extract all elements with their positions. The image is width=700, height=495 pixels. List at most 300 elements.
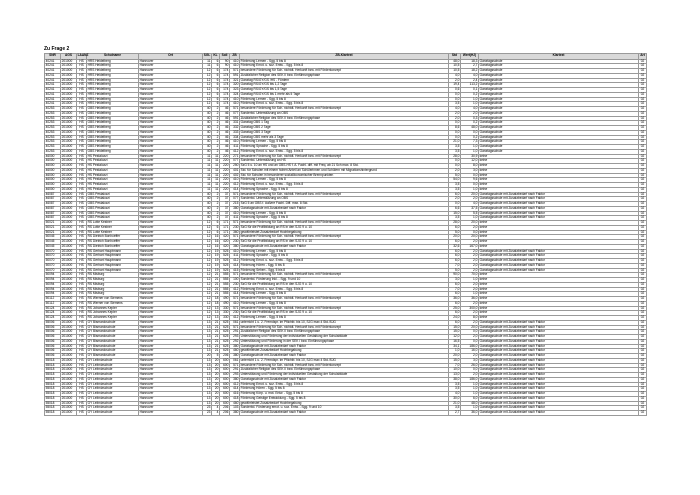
table-cell: 5,0 xyxy=(449,173,461,178)
table-cell: 3,5 xyxy=(449,406,461,411)
table-cell: besondere Förderung für Sch. nichtdt. Herkunft bzw. mit Förderkonzept xyxy=(240,107,449,112)
table-cell: 591 xyxy=(230,73,240,78)
table-cell: 061 xyxy=(230,320,240,325)
table-cell: 19 xyxy=(212,263,220,268)
table-cell: HS Pestalozzi xyxy=(87,173,139,178)
table-cell: 50070 xyxy=(45,268,61,273)
table-cell: 1,0 xyxy=(449,349,461,354)
table-cell: 40 xyxy=(203,111,212,116)
table-cell: HS xyxy=(77,240,87,245)
table-cell: Hannover xyxy=(139,73,203,78)
spreadsheet xyxy=(44,46,646,416)
table-cell: 02 xyxy=(639,168,647,173)
table-cell: HS xyxy=(77,107,87,112)
table-cell: 201000 xyxy=(61,259,77,264)
table-cell: RS Misburg xyxy=(87,292,139,297)
table-cell: Hannover xyxy=(139,330,203,335)
table-cell: 571 xyxy=(230,297,240,302)
table-cell: GY Leibnizschule xyxy=(87,368,139,373)
table-cell: keine xyxy=(479,240,639,245)
table-cell: 19 xyxy=(212,259,220,264)
table-cell: HS xyxy=(77,373,87,378)
table-cell: 24,0 xyxy=(449,316,461,321)
table-cell: 55006 xyxy=(45,335,61,340)
table-cell: Ganztagsschule mit Zusatzbedarf nach Faktor xyxy=(479,354,639,359)
table-cell: 50112 xyxy=(45,297,61,302)
table-cell: 490 xyxy=(220,301,230,306)
table-cell: 02 xyxy=(639,173,647,178)
table-cell: 2,0 xyxy=(449,111,461,116)
table-cell: 201000 xyxy=(61,102,77,107)
table-cell: 293 xyxy=(230,373,240,378)
table-cell: SzG für die Profilbildung an RS in den SJG 9 u. 10 xyxy=(240,240,449,245)
table-cell: 380 xyxy=(230,411,240,416)
table-cell: 201000 xyxy=(61,159,77,164)
table-cell: 0,0 xyxy=(449,121,461,126)
table-cell: Hannover xyxy=(139,273,203,278)
table-cell: 50094 xyxy=(45,282,61,287)
table-cell: 380 xyxy=(230,377,240,382)
table-cell: 6 xyxy=(212,88,220,93)
table-cell: 230 xyxy=(230,225,240,230)
table-cell: 02 xyxy=(639,335,647,340)
table-cell: 40241 xyxy=(45,97,61,102)
table-cell: Ganztagsschule xyxy=(479,92,639,97)
table-cell: Sonderbd. Unterstützung an OBS xyxy=(240,197,449,202)
table-cell: Hannover xyxy=(139,396,203,401)
table-cell: 02 xyxy=(639,102,647,107)
table-cell: 380 xyxy=(230,354,240,359)
table-cell: 077 xyxy=(230,159,240,164)
table-cell: 46 xyxy=(220,126,230,131)
table-cell: 46 xyxy=(220,130,230,135)
table-cell: 11 xyxy=(203,164,212,169)
table-cell: 46087 xyxy=(45,202,61,207)
table-cell: 625 xyxy=(220,320,230,325)
table-cell: 46087 xyxy=(45,216,61,221)
table-cell: HS xyxy=(77,154,87,159)
table-cell: 571 xyxy=(230,306,240,311)
table-cell: 40241 xyxy=(45,69,61,74)
table-cell: 2 xyxy=(212,140,220,145)
table-cell: HS xyxy=(77,268,87,273)
table-cell: 3,0 xyxy=(461,168,479,173)
table-cell: 02 xyxy=(639,297,647,302)
table-cell: Ganztagsschule mit Zusatzbedarf nach Faktor xyxy=(479,377,639,382)
table-cell: 100 xyxy=(230,278,240,283)
table-cell: 2 xyxy=(212,149,220,154)
table-cell: 02 xyxy=(639,344,647,349)
table-cell: Hannover xyxy=(139,297,203,302)
table-cell: 460 xyxy=(230,401,240,406)
table-cell: Förderung Lernen - Sgg. 5 bis 8 xyxy=(240,301,449,306)
table-cell: Hannover xyxy=(139,102,203,107)
table-cell: 411 xyxy=(230,145,240,150)
table-cell: 380 xyxy=(230,206,240,211)
table-cell: 201000 xyxy=(61,187,77,192)
table-cell: Ganztagsschule mit Zusatzbedarf nach Faktor xyxy=(240,244,449,249)
table-cell: Hannover xyxy=(139,64,203,69)
table-cell: 571 xyxy=(230,221,240,226)
table-cell: 3,5 xyxy=(449,387,461,392)
table-cell: 21 xyxy=(212,273,220,278)
table-cell: 201000 xyxy=(61,192,77,197)
table-cell: 50124 xyxy=(45,316,61,321)
table-cell: 02 xyxy=(639,216,647,221)
table-cell: 401 xyxy=(230,168,240,173)
table-cell: 186,0 xyxy=(461,344,479,349)
table-cell: 174 xyxy=(220,92,230,97)
table-cell: 201000 xyxy=(61,126,77,131)
table-cell: 13 xyxy=(203,344,212,349)
table-cell: HS xyxy=(77,292,87,297)
table-cell: Ganztagsschule mit Zusatzbedarf nach Faktor xyxy=(479,216,639,221)
table-cell: HS Pestalozzi xyxy=(87,159,139,164)
table-cell: 220 xyxy=(220,183,230,188)
table-cell: 600 xyxy=(220,396,230,401)
table-cell: 201000 xyxy=(61,287,77,292)
table-cell: 1,0 xyxy=(461,292,479,297)
table-cell: GY Bismarckschule xyxy=(87,349,139,354)
table-cell: GY Leibnizschule xyxy=(87,401,139,406)
table-cell: Hannover xyxy=(139,259,203,264)
table-cell: 55018 xyxy=(45,406,61,411)
table-cell: 0,0 xyxy=(449,130,461,135)
table-cell: 50070 xyxy=(45,259,61,264)
table-cell: 46 xyxy=(220,140,230,145)
table-cell: 220 xyxy=(220,168,230,173)
table-cell: 571 xyxy=(230,107,240,112)
table-cell: 171 xyxy=(220,230,230,235)
table-cell: HS xyxy=(77,216,87,221)
table-cell: 7,0 xyxy=(449,263,461,268)
table-cell: 412 xyxy=(230,382,240,387)
table-cell: 2 xyxy=(212,116,220,121)
table-cell: 37 xyxy=(220,211,230,216)
table-cell: OBS Pestalozzi xyxy=(87,192,139,197)
table-cell: 13 xyxy=(203,377,212,382)
table-cell: 201000 xyxy=(61,387,77,392)
table-cell: HS xyxy=(77,183,87,188)
table-cell: 40241 xyxy=(45,88,61,93)
table-cell: 21 xyxy=(212,292,220,297)
table-cell: 412 xyxy=(230,287,240,292)
table-cell: 571 xyxy=(230,192,240,197)
table-cell: 55018 xyxy=(45,401,61,406)
table-cell: 6 xyxy=(212,78,220,83)
table-cell: HS xyxy=(77,358,87,363)
table-cell: RS Werner von Siemens xyxy=(87,301,139,306)
table-cell: 0,0 xyxy=(449,135,461,140)
table-cell: 20 xyxy=(212,396,220,401)
table-cell: 11 xyxy=(212,168,220,173)
table-cell: 2 xyxy=(212,197,220,202)
table-cell: 291 xyxy=(230,330,240,335)
table-cell: 3,0 xyxy=(449,278,461,283)
table-cell: 3,5 xyxy=(449,145,461,150)
table-cell: 412 xyxy=(230,183,240,188)
table-cell: 201000 xyxy=(61,330,77,335)
table-cell: 0,1 xyxy=(461,88,479,93)
table-cell: Ganztagsschule mit Zusatzbedarf nach Faktor xyxy=(479,197,639,202)
table-cell: besondere Förderung für Sch. nichtdt. Herkunft bzw. mit Förderkonzept xyxy=(240,306,449,311)
table-cell: RS Misburg xyxy=(87,282,139,287)
table-cell: Förderung Lernen - Sgg. 5 bis 8 xyxy=(240,316,449,321)
table-cell: Hannover xyxy=(139,401,203,406)
column-header: ZB-Klartext xyxy=(240,54,449,60)
table-cell: 40 xyxy=(203,206,212,211)
table-cell: 11 xyxy=(203,173,212,178)
table-cell: 02 xyxy=(639,192,647,197)
table-cell: 4,0 xyxy=(449,392,461,397)
table-cell: Ganztagsschule xyxy=(479,107,639,112)
table-cell: keine xyxy=(479,154,639,159)
table-cell: 201000 xyxy=(61,354,77,359)
table-cell: keine xyxy=(479,287,639,292)
table-cell: 21 xyxy=(212,325,220,330)
table-cell: 5,5 xyxy=(461,211,479,216)
table-cell: 02 xyxy=(639,235,647,240)
table-cell: Ganztagsschule mit Zusatzbedarf nach Faktor xyxy=(479,349,639,354)
table-cell: 20 xyxy=(203,354,212,359)
table-cell: 201000 xyxy=(61,121,77,126)
table-cell: Hannover xyxy=(139,221,203,226)
table-cell: 460 xyxy=(230,349,240,354)
table-cell: 37 xyxy=(220,202,230,207)
table-cell: keine xyxy=(479,183,639,188)
table-cell: 600 xyxy=(220,401,230,406)
table-cell: 26,0 xyxy=(461,363,479,368)
table-cell: 201000 xyxy=(61,268,77,273)
table-cell: 201000 xyxy=(61,69,77,74)
table-cell: Hannover xyxy=(139,344,203,349)
table-cell: 2,0 xyxy=(461,311,479,316)
table-cell: 201000 xyxy=(61,88,77,93)
table-cell: 55018 xyxy=(45,396,61,401)
table-cell: 3,5 xyxy=(449,102,461,107)
table-cell: unterricht 1 u. 2. Fremdspr. im Pflichtb. bis 10, SJG max 4 Std./SJG xyxy=(240,358,449,363)
table-cell: 21,0 xyxy=(449,401,461,406)
table-cell: 28,0 xyxy=(449,221,461,226)
table-cell: 625 xyxy=(220,330,230,335)
table-cell: 2,0 xyxy=(461,268,479,273)
table-cell: 46087 xyxy=(45,206,61,211)
table-cell: 201000 xyxy=(61,111,77,116)
table-cell: besondere Förderung für Sch. nichtdt. Herkunft bzw. mit Förderkonzept xyxy=(240,235,449,240)
table-cell: 02 xyxy=(639,178,647,183)
table-cell: 12 xyxy=(203,282,212,287)
table-cell: 40 xyxy=(203,145,212,150)
table-cell: keine xyxy=(479,282,639,287)
table-cell: 02 xyxy=(639,78,647,83)
table-cell: 113,2 xyxy=(461,83,479,88)
table-cell: Ganztagsschule xyxy=(479,83,639,88)
table-cell: keine xyxy=(479,164,639,169)
table-cell: 2,0 xyxy=(461,259,479,264)
table-cell: 555 xyxy=(220,287,230,292)
column-header: Art xyxy=(640,53,645,58)
table-cell: 077 xyxy=(230,197,240,202)
table-cell: 34,1 xyxy=(449,344,461,349)
table-cell: 20,0 xyxy=(461,325,479,330)
table-cell: 02 xyxy=(639,401,647,406)
table-cell: Ganztagsschule mit Zusatzbedarf nach Faktor xyxy=(479,263,639,268)
table-cell: GY Bismarckschule xyxy=(87,335,139,340)
table-cell: Hannover xyxy=(139,173,203,178)
table-cell: RS Johannes Kepler xyxy=(87,306,139,311)
table-cell: 55018 xyxy=(45,411,61,416)
table-cell: 201000 xyxy=(61,401,77,406)
table-cell: 18 xyxy=(212,297,220,302)
table-cell: 13 xyxy=(203,320,212,325)
table-cell: 201000 xyxy=(61,278,77,283)
table-cell: 0,0 xyxy=(449,97,461,102)
table-cell: 55006 xyxy=(45,354,61,359)
table-cell: Förderung Sehen - Sgg. 5 bis 8 xyxy=(240,268,449,273)
table-cell: SzG für die Profilbildung an RS in den SJG 9 u. 10 xyxy=(240,282,449,287)
table-cell: HS xyxy=(77,396,87,401)
table-cell: 46000 xyxy=(45,168,61,173)
table-cell: 201000 xyxy=(61,92,77,97)
table-cell: 1,0 xyxy=(461,392,479,397)
table-cell: 525 xyxy=(220,249,230,254)
table-cell: 13 xyxy=(203,373,212,378)
table-cell: 13 xyxy=(203,358,212,363)
table-cell: 600 xyxy=(220,392,230,397)
table-cell: 19 xyxy=(212,268,220,273)
table-cell: 12 xyxy=(203,297,212,302)
table-cell: 02 xyxy=(639,273,647,278)
table-cell: keine xyxy=(479,311,639,316)
table-cell: 2 xyxy=(212,130,220,135)
table-cell: 12 xyxy=(203,97,212,102)
table-cell: 13 xyxy=(212,311,220,316)
table-cell: Hannover xyxy=(139,130,203,135)
table-cell: Förderung Lernen - Sgg. 5 bis 8 xyxy=(240,211,449,216)
table-cell: Ganztagsschule mit Zusatzbedarf nach Faktor xyxy=(240,344,449,349)
table-cell: 11 xyxy=(203,154,212,159)
table-cell: 23 xyxy=(203,411,212,416)
table-cell: 220 xyxy=(220,173,230,178)
table-cell: 6 xyxy=(212,225,220,230)
table-cell: HRS Heidelberg xyxy=(87,73,139,78)
table-cell: Hannover xyxy=(139,183,203,188)
table-cell: 201000 xyxy=(61,164,77,169)
table-cell: Hannover xyxy=(139,263,203,268)
table-cell: 12 xyxy=(203,259,212,264)
table-cell: 206 xyxy=(220,411,230,416)
table-cell: Hannover xyxy=(139,178,203,183)
table-cell: HRS Heidelberg xyxy=(87,83,139,88)
table-cell: 20 xyxy=(212,363,220,368)
table-cell: 02 xyxy=(639,83,647,88)
table-cell: 36,0 xyxy=(461,297,479,302)
table-cell: HS xyxy=(77,392,87,397)
table-cell: 02 xyxy=(639,306,647,311)
table-cell: 40 xyxy=(203,121,212,126)
table-cell: 15,0 xyxy=(449,325,461,330)
table-cell: 46000 xyxy=(45,154,61,159)
table-cell: 11 xyxy=(212,173,220,178)
table-cell: Ganztagsschule mit Zusatzbedarf nach Faktor xyxy=(479,254,639,259)
table-cell: 201000 xyxy=(61,168,77,173)
table-cell: RS Dietrich Bonhoeffer xyxy=(87,244,139,249)
table-cell: 6,0 xyxy=(449,259,461,264)
table-cell: 3,5 xyxy=(449,382,461,387)
table-cell: Ganztagsschule mit Zusatzbedarf nach Faktor xyxy=(240,354,449,359)
table-cell: Hannover xyxy=(139,268,203,273)
table-cell: 50094 xyxy=(45,292,61,297)
table-cell: 02 xyxy=(639,301,647,306)
table-cell: HS xyxy=(77,377,87,382)
table-cell: 201000 xyxy=(61,301,77,306)
table-cell: 3,0 xyxy=(461,358,479,363)
table-cell: Sonderbd. Förderung Inkl. - Sgg. 9 und 10 xyxy=(240,278,449,283)
table-cell: 220 xyxy=(220,164,230,169)
table-cell: HS xyxy=(77,197,87,202)
table-cell: Ganztagsschule mit Zusatzbedarf nach Faktor xyxy=(479,382,639,387)
table-cell: 7,0 xyxy=(449,363,461,368)
table-cell: 420 xyxy=(220,244,230,249)
table-cell: Hannover xyxy=(139,202,203,207)
table-cell: 20,0 xyxy=(461,235,479,240)
table-cell: 3,5 xyxy=(449,216,461,221)
table-cell: 201000 xyxy=(61,325,77,330)
table-cell: HS xyxy=(77,320,87,325)
table-cell: 37 xyxy=(220,197,230,202)
table-cell: 555 xyxy=(220,292,230,297)
table-cell: gewährleistet Zusatzbedarf Hochbegabung xyxy=(240,349,449,354)
table-cell: Förderung Emot. u. soz. Entw. - Sgg. 5 bis 8 xyxy=(240,259,449,264)
table-cell: 291 xyxy=(230,368,240,373)
table-cell: 6,6 xyxy=(449,206,461,211)
table-cell: Ganztagsschule xyxy=(479,88,639,93)
table-cell: Sonderbd. Unterstützung an HS xyxy=(240,159,449,164)
table-cell: 201000 xyxy=(61,292,77,297)
table-cell: 380 xyxy=(230,344,240,349)
table-cell: Förderung Sprache - Sgg. 5 bis 8 xyxy=(240,187,449,192)
table-cell: 20 xyxy=(212,392,220,397)
table-cell: 1,0 xyxy=(461,406,479,411)
table-cell: 13 xyxy=(203,335,212,340)
table-cell: Ganztagsschule mit Zusatzbedarf nach Faktor xyxy=(479,344,639,349)
table-cell: HS xyxy=(77,235,87,240)
table-cell: 12 xyxy=(203,249,212,254)
table-cell: 30,0 xyxy=(449,396,461,401)
table-cell: HS xyxy=(77,187,87,192)
table-cell: 2,0 xyxy=(461,301,479,306)
table-cell: besondere Förderung für Sch. nichtdt. Herkunft bzw. mit Förderkonzept xyxy=(240,69,449,74)
table-cell: 02 xyxy=(639,373,647,378)
table-cell: 11 xyxy=(212,183,220,188)
table-cell: 12 xyxy=(203,287,212,292)
table-cell: RS Gerhart Hauptmann xyxy=(87,263,139,268)
table-cell: 174 xyxy=(220,83,230,88)
table-cell: 0,2 xyxy=(461,92,479,97)
table-cell: Ganztagsschule mit Zusatzbedarf nach Faktor xyxy=(479,368,639,373)
table-cell: HS xyxy=(77,344,87,349)
table-cell: 13 xyxy=(203,392,212,397)
table-cell: 5 xyxy=(212,354,220,359)
table-cell: 21 xyxy=(212,320,220,325)
table-cell: GY Bismarckschule xyxy=(87,344,139,349)
table-cell: 201000 xyxy=(61,116,77,121)
table-cell: unterricht 1 u. 2. Fremdspr. im Pflichtb. bis 10, SJG max 4 Std./SJG xyxy=(240,320,449,325)
table-cell: GY Leibnizschule xyxy=(87,382,139,387)
table-cell: 420 xyxy=(220,240,230,245)
table-cell: HS Pestalozzi xyxy=(87,164,139,169)
table-cell: 02 xyxy=(639,107,647,112)
